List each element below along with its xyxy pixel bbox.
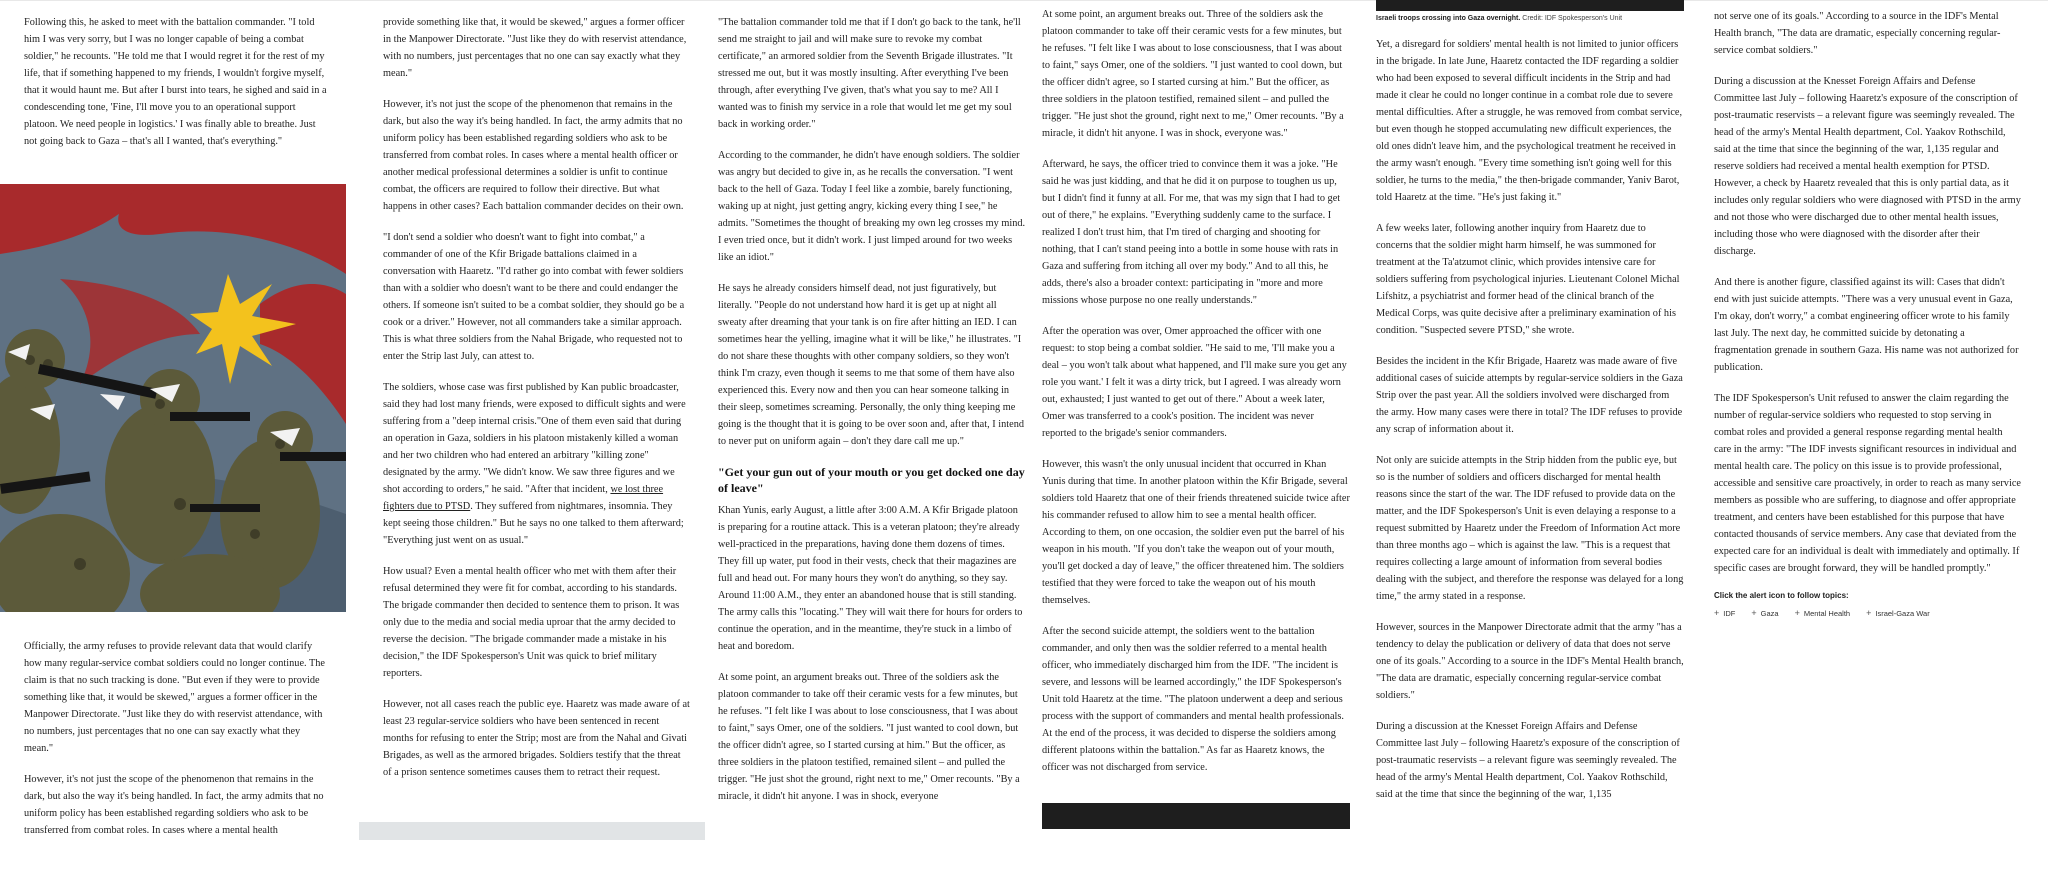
ptsd-link[interactable]: we lost three fighters due to PTSD (383, 484, 664, 512)
paragraph: However, it's not just the scope of the phenomenon that remains in the dark, but also the way it's being handled. In fact, the army admits that no uniform policy has been established regarding soldiers who ask to be transferred from combat roles. In cases where a mental health officer or another medical professional determines a soldier is unfit to continue combat, the officers are required to follow their directive. But what happens in other cases? Each battalion commander decides on their own. (383, 99, 684, 212)
plus-icon: + (1866, 608, 1872, 618)
paragraph: At some point, an argument breaks out. Three of the soldiers ask the platoon commander to take off their ceramic vests for a few minutes, but he refuses. "I felt like I was about to lose consciousness, that I was about to faint," says Omer, one of the soldiers. "I just wanted to cool down, but the officer didn't agree, so I started cursing at him." But the officer, as three soldiers in the platoon testified, remained silent – and pulled the trigger. "He just shot the ground, right next to me," Omer recounts. "By a miracle, it didn't hit anyone. I was in shock, everyone (718, 672, 1020, 802)
paragraph: Afterward, he says, the officer tried to convince them it was a joke. "He said he was just kidding, and that he did it on purpose to toughen us up, but I didn't find it funny at all. For me, that was my sign that I had to get out of there," he explains. "Everything suddenly came to the surface. I realized I don't trust him, that I'm tired of charging and shooting for nothing, that I can't stand peeing into a bottle in some house with rats in Gaza and suffering from itching all over my body." And to all this, he adds, there's also a broader context: participating in "more and more missions whose purpose no one really understands." (1042, 159, 1341, 306)
paragraph: Not only are suicide attempts in the Strip hidden from the public eye, but so is the number of soldiers and officers discharged for mental health reasons since the start of the war. The IDF refused to provide data on the matter, and the IDF Spokesperson's Unit is even delaying a response to a request submitted by Haaretz under the Freedom of Information Act more than three months ago – which is against the law. "This is a request that requires collecting a large amount of information from several bodies dealing with the subject, and therefore the response was delayed for a long time," the army stated in a response. (1376, 455, 1684, 602)
article-illustration (0, 184, 346, 612)
plus-icon: + (1714, 608, 1720, 618)
paragraph: He says he already considers himself dead, not just figuratively, but literally. "People do not understand how hard it is get up at night all sweaty after dreaming that your tank is on fire after hitting an IED. I can sometimes hear the yelling, imagine what it will be like," he illustrates. "I do not share these thoughts with other company soldiers, so they won't think I'm crazy, even though it seems to me that some of them have also experienced this. Every now and then you can hear someone talking in their sleep, sometimes screaming. Personally, the only thing keeping me going is the thought that it is going to be over soon and, after that, I intend to never put on uniform again – don't they dare call me up." (718, 283, 1024, 447)
paragraph: Following this, he asked to meet with the battalion commander. "I told him I was very sorry, but I was no longer capable of being a combat soldier," he recounts. "He told me that I would regret it for the rest of my life, that if something happened to my friends, I wouldn't forgive myself, that it would haunt me. But after I burst into tears, he sighed and said in a condescending tone, 'Fine, I'll move you to an operational support platoon. We need people in logistics.' I was finally able to breathe. Just not going back to Gaza – that's all I wanted, that's everything." (24, 17, 327, 147)
paragraph: However, this wasn't the only unusual incident that occurred in Khan Yunis during that time. In another platoon within the Kfir Brigade, several soldiers told Haaretz that one of their friends threatened suicide twice after his commander refused to allow him to see a mental health officer. According to them, on one occasion, the soldier even put the barrel of his weapon in his mouth. "If you don't take the weapon out of your mouth, you'll get docked a day of leave," the officer threatened him. The soldiers testified that they were forced to take the weapon out of his mouth themselves. (1042, 459, 1350, 606)
paragraph: During a discussion at the Knesset Foreign Affairs and Defense Committee last July – following Haaretz's exposure of the conscription of post-traumatic reservists – a relevant figure was seemingly revealed. The head of the army's Mental Health department, Col. Yaakov Rothschild, said at the time that since the beginning of the war, 1,135 (1376, 721, 1680, 800)
topic-israel-gaza-war[interactable]: + Israel-Gaza War (1866, 608, 1930, 618)
paragraph: How usual? Even a mental health officer who met with them after their refusal determined they were fit for combat, according to his standards. The brigade commander then decided to sentence them to prison. It was only due to the media and social media uproar that the army decided to reverse the decision. "The brigade commander made a mistake in his decision," the IDF Spokesperson's Unit was quick to brief military reporters. (383, 566, 680, 679)
soldiers-illustration (0, 184, 346, 612)
paragraph: not serve one of its goals." According to a source in the IDF's Mental Health branch, "The data are dramatic, especially concerning regular-service combat soldiers." (1714, 11, 2001, 56)
column-5 (1376, 0, 1684, 830)
plus-icon: + (1751, 608, 1757, 618)
column-4 (1042, 0, 1350, 796)
paragraph: "I don't send a soldier who doesn't want to fight into combat," a commander of one of the Kfir Brigade battalions claimed in a conversation with Haaretz. "I'd rather go into combat with fewer soldiers than with a soldier who doesn't want to be there and could endanger the others. If someone isn't suited to be a combat soldier, they should go be a cook or a driver." However, not all commanders take a similar approach. This is what three soldiers from the Nahal Brigade, who requested not to enter the Strip last July, can attest to. (383, 232, 685, 362)
paragraph: The soldiers, whose case was first published by Kan public broadcaster, said they had lost many friends, were exposed to difficult sights and were suffering from a "deep internal crisis."One of them even said that during an operation in Gaza, soldiers in his platoon mistakenly killed a woman and her two children who had entered an arbitrary "killing zone" designated by the army. "We didn't know. We saw three figures and we shot according to orders," he said. "After that incident, we lost three fighters due to PTSD. They suffered from nightmares, insomnia. They kept seeing those children." But he says no one talked to them afterward; "Everything just went on as usual." (383, 382, 686, 546)
paragraph: According to the commander, he didn't have enough soldiers. The soldier was angry but decided to give in, as he recalls the conversation. "I went back to the hell of Gaza. Today I feel like a zombie, barely functioning, waking up at night, just getting angry, kicking every thing I see," he admits. "Sometimes the thought of breaking my own leg crosses my mind. I even tried once, but it didn't work. I just limped around for two weeks like an idiot." (718, 150, 1026, 263)
photo-caption: Israeli troops crossing into Gaza overnight. Credit: IDF Spokesperson's Unit (1376, 15, 1623, 22)
topics-label: Click the alert icon to follow topics: (1714, 591, 1849, 600)
paragraph: At some point, an argument breaks out. Three of the soldiers ask the platoon commander to take off their ceramic vests for a few minutes, but he refuses. "I felt like I was about to lose consciousness, that I was about to faint," says Omer, one of the soldiers. "I just wanted to cool down, but the officer didn't agree, so I started cursing at him." But the officer, as three soldiers in the platoon testified, remained silent – and pulled the trigger. "He just shot the ground, right next to me," Omer recounts. "By a miracle, it didn't hit anyone. I was in shock, everyone was." (1042, 9, 1344, 139)
topic-gaza[interactable]: + Gaza (1751, 608, 1779, 618)
paragraph: "The battalion commander told me that if I don't go back to the tank, he'll send me straight to jail and will make sure to revoke my combat certificate," an armored soldier from the Seventh Brigade illustrates. "It stressed me out, but it was mostly insulting. After everything I've been through, after everything I've given, that's what you say to me? All I wanted was to finish my service in a role that would let me get my soul back in working order." (718, 17, 1021, 130)
column-6 (1714, 0, 2022, 885)
paragraph: After the second suicide attempt, the soldiers went to the battalion commander, and only then was the soldier referred to a mental health officer, who immediately discharged him from the IDF. "The incident is severe, and lessons will be learned accordingly," the IDF Spokesperson's Unit told Haaretz at the time. "The platoon underwent a deep and serious process with the support of commanders and mental health professionals. At the end of the process, it was decided to disperse the soldiers among different platoons within the battalion." As far as Haaretz knows, the officer was not discharged from service. (1042, 626, 1344, 773)
paragraph: Besides the incident in the Kfir Brigade, Haaretz was made aware of five additional cases of suicide attempts by regular-service soldiers in the Gaza Strip over the past year. All the soldiers involved were discharged from the army. How many cases were there in total? The IDF refuses to provide any scrap of information about it. (1376, 356, 1683, 435)
paragraph: provide something like that, it would be skewed," argues a former officer in the Manpower Directorate. "Just like they do with reservist attendance, with no numbers, just percentages that no one can say exactly what they mean." (383, 17, 687, 79)
photo-strip (1376, 0, 1684, 11)
topic-mental-health[interactable]: + Mental Health (1794, 608, 1851, 618)
topics-list (1714, 608, 2022, 618)
section-heading: "Get your gun out of your mouth or you get docked one day of leave" (718, 465, 1025, 495)
paragraph: The IDF Spokesperson's Unit refused to answer the claim regarding the number of regular-service soldiers who requested to stop serving in combat roles and provided a general response regarding mental health care in the army: "The IDF invests significant resources in individual and mental health care. The policy on this issue is to provide professional, accessible and sensitive care proactively, in order to reach as many service members as possible who are suffering, to diagnose and offer appropriate treatment, and centers have been established for this purpose that have contacted thousands of service members. Any case that deviated from the expected care for an individual is dealt with immediately and optimally. If specific cases are brought forward, they will be handled promptly." (1714, 393, 2021, 574)
paragraph: However, not all cases reach the public eye. Haaretz was made aware of at least 23 regular-service soldiers who have been sentenced in recent months for refusing to enter the Strip; most are from the Nahal and Givati Brigades, as well as the armored brigades. Soldiers testify that the threat of a prison sentence sometimes causes them to retract their request. (383, 699, 690, 778)
paragraph: A few weeks later, following another inquiry from Haaretz due to concerns that the soldier might harm himself, he was summoned for treatment at the Ta'atzumot clinic, which provides intensive care for soldiers suffering from psychological injuries. Lieutenant Colonel Michal Lifshitz, a psychiatrist and former head of the clinical branch of the Medical Corps, was quite decisive after a preliminary examination of his condition. "Suspected severe PTSD," she wrote. (1376, 223, 1680, 336)
paragraph: During a discussion at the Knesset Foreign Affairs and Defense Committee last July – following Haaretz's exposure of the conscription of post-traumatic reservists – a relevant figure was seemingly revealed. The head of the army's Mental Health department, Col. Yaakov Rothschild, said at the time that since the beginning of the war, 1,135 regular and reserve soldiers had received a mental health exemption for PTSD. However, a check by Haaretz revealed that this is only partial data, as it includes only regular soldiers who were diagnosed with PTSD in the army and not those who were discharged due to other mental health issues, including those who were diagnosed with the disorder after their discharge. (1714, 76, 2021, 257)
paragraph: After the operation was over, Omer approached the officer with one request: to stop being a combat soldier. "He said to me, 'I'll make you a deal – you won't talk about what happened, and I'll make sure you get any role you want.' I felt it was a dirty trick, but I agreed. I was already worn out, exhausted; I just wanted to get out of there." About a week later, Omer was transferred to a cook's position. The incident was never reported to the brigade's senior commanders. (1042, 326, 1347, 439)
paragraph: However, it's not just the scope of the phenomenon that remains in the dark, but also the way it's being handled. In fact, the army admits that no uniform policy has been established regarding soldiers who ask to be transferred from combat roles. In cases where a mental health (24, 774, 324, 836)
paragraph: Officially, the army refuses to provide relevant data that would clarify how many regular-service combat soldiers could no longer continue. The claim is that no such tracking is done. "But even if they were to provide something like that, it would be skewed," argues a former officer in the Manpower Directorate. "Just like they do with reservist attendance, with no numbers, just percentages that no one can say exactly what they mean." (24, 641, 325, 754)
paragraph: And there is another figure, classified against its will: Cases that didn't end with just suicide attempts. "There was a very unusual event in Gaza, I'm okay, don't worry," a combat engineering officer wrote to his family last July. The next day, he committed suicide by detonating a fragmentation grenade in southern Gaza. His name was not authorized for publication. (1714, 277, 2019, 373)
paragraph: However, sources in the Manpower Directorate admit that the army "has a tendency to delay the publication or delivery of data that does not serve one of its goals." According to a source in the IDF's Mental Health branch, "The data are dramatic, especially concerning regular-service combat soldiers." (1376, 622, 1684, 701)
paragraph: Yet, a disregard for soldiers' mental health is not limited to junior officers in the brigade. In late June, Haaretz contacted the IDF regarding a soldier who had been exposed to several difficult incidents in the Strip and had made it clear he could no longer continue in a combat role due to severe mental difficulties. After a struggle, he was removed from combat service, but even though he stopped accumulating new difficult experiences, the old ones didn't leave him, and the psychological treatment he received in the army wasn't enough. "Every time something isn't going well for this soldier, he turns to the media," the then-brigade commander, Yaniv Barot, told Haaretz at the time. "He's just faking it." (1376, 39, 1683, 203)
column-1-lower (24, 638, 328, 885)
image-placeholder (359, 822, 705, 840)
column-2 (383, 0, 691, 836)
paragraph: Khan Yunis, early August, a little after 3:00 A.M. A Kfir Brigade platoon is preparing for a routine attack. This is a veteran platoon; they're already well-practiced in the preparations, having done them dozens of times. They fill up water, put food in their vests, check that their magazines are full and head out. For many hours they won't do anything, so they say. Around 11:00 A.M., they enter an abandoned house that is still standing. The army calls this "locating." They will wait there for hours for orders to continue the operation, and in the meantime, they're stuck in a limbo of heat and boredom. (718, 505, 1023, 652)
plus-icon: + (1794, 608, 1800, 618)
photo-placeholder (1042, 803, 1350, 829)
column-3 (718, 0, 1026, 834)
topic-idf[interactable]: + IDF (1714, 608, 1736, 618)
